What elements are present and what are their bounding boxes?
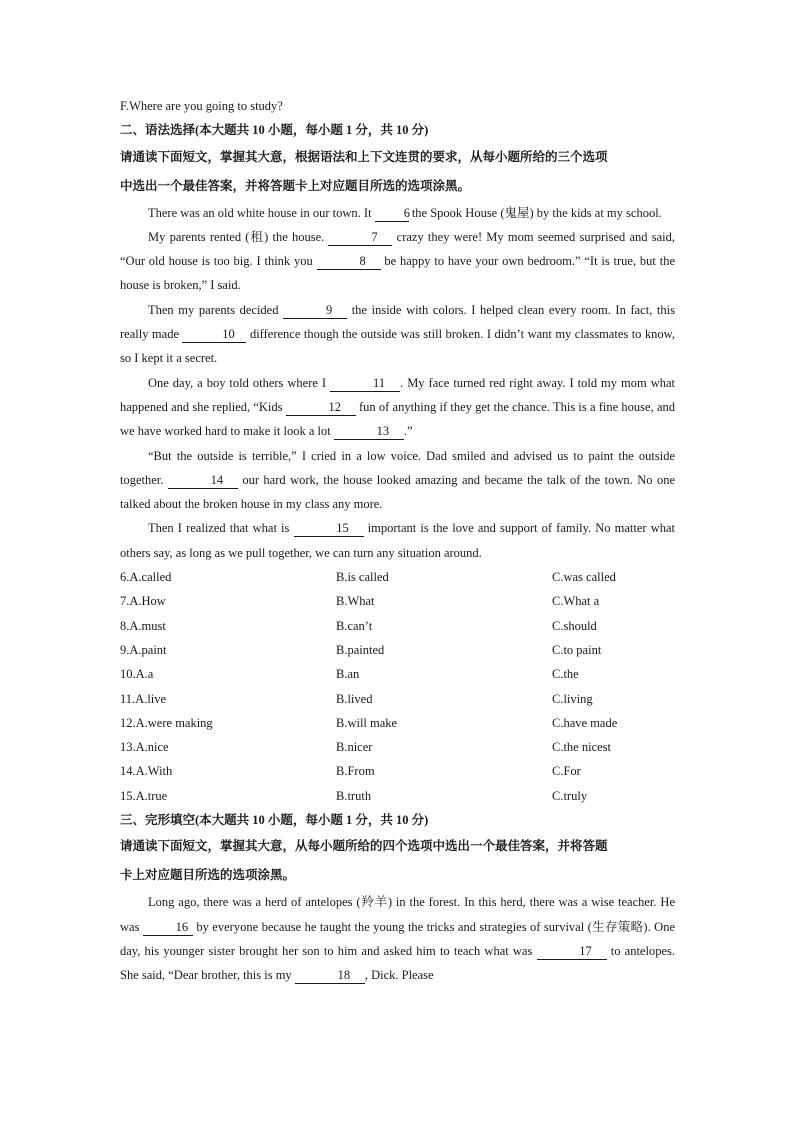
- option-c[interactable]: C.For: [552, 764, 581, 779]
- passage-paragraph: My parents rented (租) the house. 7 crazy they were! My mom seemed surprised and said, “Our old house is too big. I think you 8 be happy to have your own bedroom.” “It is true, but the house is broken,” I said.: [120, 229, 676, 293]
- option-row: [120, 589, 675, 613]
- blank-15: 15: [294, 521, 364, 537]
- option-row: [120, 614, 675, 638]
- option-a[interactable]: 11.A.live: [120, 691, 167, 706]
- option-b[interactable]: B.will make: [336, 715, 398, 730]
- passage-paragraph: Long ago, there was a herd of antelopes (羚羊) in the forest. In this herd, there was a wise teacher. He was 16 by everyone because he taught the young the tricks and strategies of survival (生存策略). One day, his younger sister brought her son to him and asked him to teach what was 17 to antelopes. She said, “Dear brother, this is my 18 , Dick. Please: [120, 895, 675, 983]
- blank-14: 14: [168, 473, 238, 489]
- option-b[interactable]: B.painted: [336, 642, 385, 657]
- option-row: [120, 638, 675, 662]
- option-row: [120, 687, 675, 711]
- option-b[interactable]: B.truth: [336, 788, 372, 803]
- option-c[interactable]: C.the: [552, 667, 579, 682]
- section2-passage: [120, 201, 675, 565]
- section3-passage: [120, 890, 675, 987]
- option-c[interactable]: C.have made: [552, 715, 618, 730]
- option-a[interactable]: 15.A.true: [120, 788, 168, 803]
- blank-12: 12: [286, 400, 356, 416]
- blank-8: 8: [317, 254, 381, 270]
- option-a[interactable]: 14.A.With: [120, 764, 173, 779]
- option-a[interactable]: 9.A.paint: [120, 642, 167, 657]
- option-a[interactable]: 13.A.nice: [120, 740, 169, 755]
- option-a[interactable]: 6.A.called: [120, 570, 172, 585]
- section2-title: 二、语法选择(本大题共 10 小题，每小题 1 分，共 10 分): [120, 123, 429, 138]
- section3-instruction-line1: 请通读下面短文，掌握其大意，从每小题所给的四个选项中选出一个最佳答案，并将答题: [120, 839, 608, 854]
- option-a[interactable]: 7.A.How: [120, 594, 166, 609]
- section2-instruction: [120, 143, 675, 201]
- section3-title: 三、完形填空(本大题共 10 小题，每小题 1 分，共 10 分): [120, 813, 429, 828]
- option-c[interactable]: C.truly: [552, 788, 588, 803]
- option-c[interactable]: C.the nicest: [552, 740, 612, 755]
- blank-7: 7: [328, 230, 392, 246]
- previous-option-f: F.Where are you going to study?: [120, 99, 283, 113]
- option-c[interactable]: C.was called: [552, 570, 616, 585]
- section2-instruction-line2: 中选出一个最佳答案，并将答题卡上对应题目所选的选项涂黑。: [120, 178, 471, 193]
- passage-paragraph: “But the outside is terrible,” I cried in a low voice. Dad smiled and advised us to paint the outside together. 14 our hard work, the house looked amazing and became the talk of the town. No one talked about the broken house in my class any more.: [120, 448, 675, 512]
- option-row: [120, 735, 675, 759]
- option-b[interactable]: B.From: [336, 764, 375, 779]
- option-row: [120, 759, 675, 783]
- section2-instruction-line1: 请通读下面短文，掌握其大意，根据语法和上下文连贯的要求，从每小题所给的三个选项: [120, 149, 608, 164]
- option-row: [120, 565, 675, 589]
- option-c[interactable]: C.should: [552, 618, 597, 633]
- blank-6: 6: [375, 206, 409, 222]
- option-a[interactable]: 10.A.a: [120, 667, 154, 682]
- blank-10: 10: [182, 327, 246, 343]
- blank-13: 13: [334, 424, 404, 440]
- option-c[interactable]: C.What a: [552, 594, 600, 609]
- passage-paragraph: Then my parents decided 9 the inside with colors. I helped clean every room. In fact, this really made 10 difference though the outside was still broken. I didn’t want my classmates to know, so I kept it a secret.: [120, 302, 675, 366]
- option-b[interactable]: B.What: [336, 594, 375, 609]
- option-b[interactable]: B.can’t: [336, 618, 373, 633]
- option-b[interactable]: B.is called: [336, 570, 389, 585]
- answer-options: [120, 565, 675, 808]
- page-content: [120, 94, 675, 988]
- section3-instruction: [120, 832, 675, 890]
- blank-17: 17: [537, 944, 607, 960]
- section3-instruction-line2: 卡上对应题目所选的选项涂黑。: [120, 868, 296, 883]
- option-row: [120, 711, 675, 735]
- option-row: [120, 784, 675, 808]
- passage-paragraph: One day, a boy told others where I 11 . My face turned red right away. I told my mom what happened and she replied, “Kids 12 fun of anything if they get the chance. This is a fine house, and we have worked hard to make it look a lot 13 .”: [120, 375, 675, 439]
- option-a[interactable]: 8.A.must: [120, 618, 166, 633]
- option-a[interactable]: 12.A.were making: [120, 715, 213, 730]
- option-b[interactable]: B.nicer: [336, 740, 373, 755]
- blank-16: 16: [143, 920, 193, 936]
- blank-11: 11: [330, 376, 400, 392]
- option-b[interactable]: B.an: [336, 667, 360, 682]
- option-c[interactable]: C.to paint: [552, 642, 602, 657]
- option-c[interactable]: C.living: [552, 691, 593, 706]
- blank-18: 18: [295, 968, 365, 984]
- option-row: [120, 662, 675, 686]
- passage-paragraph: Then I realized that what is 15 important is the love and support of family. No matter what others say, as long as we pull together, we can turn any situation around.: [120, 521, 675, 560]
- passage-paragraph: There was an old white house in our town. It 6 the Spook House (鬼屋) by the kids at my school.: [148, 205, 662, 220]
- option-b[interactable]: B.lived: [336, 691, 373, 706]
- blank-9: 9: [283, 303, 347, 319]
